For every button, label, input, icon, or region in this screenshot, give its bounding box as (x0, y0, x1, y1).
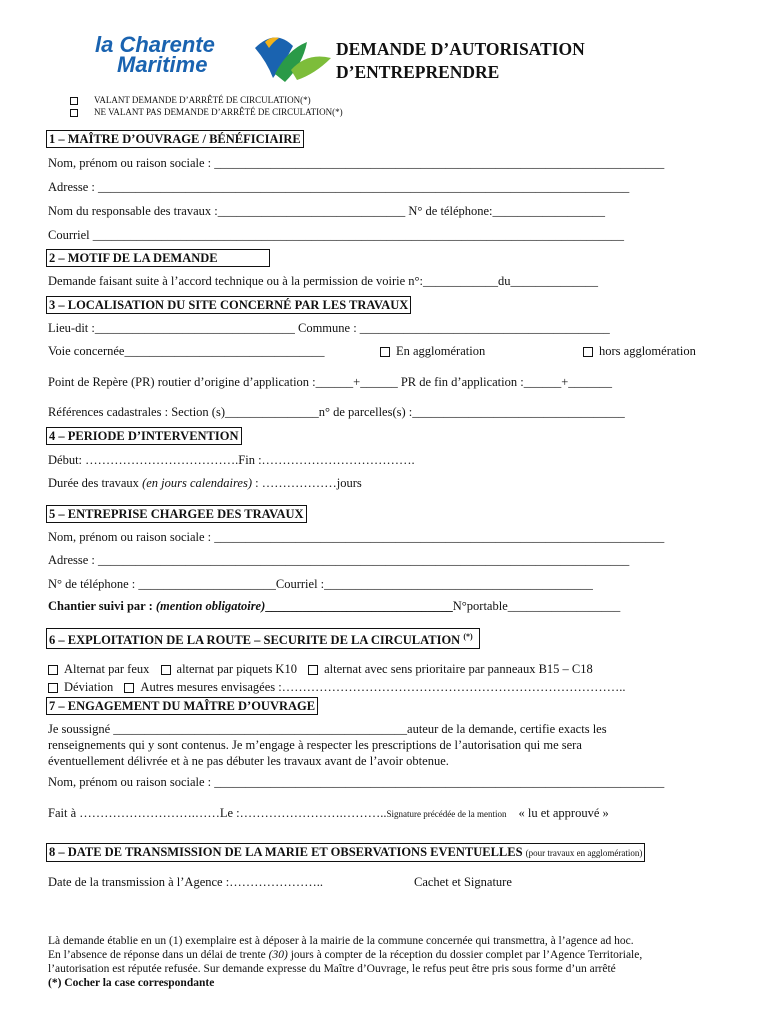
checkbox-ne-valant[interactable] (70, 109, 78, 117)
s5-adresse-field[interactable]: Adresse : _____________________________________________________________________________________ (48, 553, 630, 567)
s2-demande-field[interactable]: Demande faisant suite à l’accord technique ou à la permission de voirie n°:____________du______________ (48, 274, 599, 288)
title-line1: DEMANDE D’AUTORISATION (336, 39, 585, 59)
checkbox-alternat-k10[interactable] (161, 665, 171, 675)
s7-line2: renseignements qui y sont contenus. Je m’engage à respecter les prescriptions de l’autorisation qui me sera (48, 738, 582, 752)
s7-line1[interactable]: Je soussigné _______________________________________________auteur de la demande, certifie exacts les (48, 722, 607, 736)
section-4-title: 4 – PERIODE D’INTERVENTION (46, 427, 242, 445)
section-7-title: 7 – ENGAGEMENT DU MAÎTRE D’OUVRAGE (46, 697, 318, 715)
option-ne-valant: NE VALANT PAS DEMANDE D’ARRÊTÉ DE CIRCULATION(*) (70, 106, 343, 118)
s8-cachet-label: Cachet et Signature (414, 875, 512, 889)
s6-options-row1: Alternat par feux alternat par piquets K10 alternat avec sens prioritaire par panneaux B15 – C18 (48, 661, 593, 677)
logo-line1: la Charente (95, 32, 215, 57)
s1-nom-field[interactable]: Nom, prénom ou raison sociale : ________________________________________________________________________ (48, 156, 665, 170)
checkbox-deviation[interactable] (48, 683, 58, 693)
s3-pr-field[interactable]: Point de Repère (PR) routier d’origine d’application :______+______ PR de fin d’application :______+_______ (48, 375, 613, 389)
s3-agglo-option: En agglomération (380, 343, 485, 359)
s7-fait-le-field[interactable]: Fait à ……………………….……Le :…………………….………..Signature précédée de la mention « lu et approuvé » (48, 806, 609, 820)
logo (95, 28, 345, 90)
s4-duree-field[interactable]: Durée des travaux (en jours calendaires) : ………………jours (48, 476, 362, 490)
s1-responsable-field[interactable]: Nom du responsable des travaux :______________________________ N° de téléphone:__________________ (48, 204, 606, 218)
title-line2: D’ENTREPRENDRE (336, 62, 500, 82)
section-6-title: 6 – EXPLOITATION DE LA ROUTE – SECURITE DE LA CIRCULATION (*) (46, 628, 480, 649)
s6-options-row2: Déviation Autres mesures envisagées :……………………………………………………………………….. (48, 679, 625, 695)
section-5-title: 5 – ENTREPRISE CHARGEE DES TRAVAUX (46, 505, 307, 523)
logo-line2: Maritime (117, 52, 208, 77)
s1-adresse-field[interactable]: Adresse : _____________________________________________________________________________________ (48, 180, 630, 194)
section-8-title: 8 – DATE DE TRANSMISSION DE LA MARIE ET OBSERVATIONS EVENTUELLES (pour travaux en agglomération) (46, 843, 645, 862)
checkbox-hors-agglo[interactable] (583, 347, 593, 357)
birds-logo-icon (245, 28, 345, 90)
section-2-title: 2 – MOTIF DE LA DEMANDE (46, 249, 270, 267)
s3-hors-option: hors agglomération (583, 343, 696, 359)
document-title (336, 38, 696, 84)
s5-chantier-field[interactable]: Chantier suivi par : (mention obligatoire)______________________________N°portable__________________ (48, 599, 621, 613)
checkbox-valant[interactable] (70, 97, 78, 105)
checkbox-alternat-panneaux[interactable] (308, 665, 318, 675)
s5-nom-field[interactable]: Nom, prénom ou raison sociale : ________________________________________________________________________ (48, 530, 665, 544)
checkbox-autres[interactable] (124, 683, 134, 693)
section-1-title: 1 – MAÎTRE D’OUVRAGE / BÉNÉFICIAIRE (46, 130, 304, 148)
s5-tel-field[interactable]: N° de téléphone : ______________________Courriel :___________________________________________ (48, 577, 593, 591)
checkbox-alternat-feux[interactable] (48, 665, 58, 675)
s7-line3: éventuellement délivrée et à ne pas débuter les travaux avant de l’avoir obtenue. (48, 754, 449, 768)
s1-courriel-field[interactable]: Courriel _____________________________________________________________________________________ (48, 228, 625, 242)
s7-nom-field[interactable]: Nom, prénom ou raison sociale : ________________________________________________________________________ (48, 775, 665, 789)
footer-line1: Là demande établie en un (1) exemplaire est à déposer à la mairie de la commune concernée qui transmettra, à l’agence ad hoc. (48, 935, 634, 947)
s3-voie-field[interactable]: Voie concernée________________________________ (48, 344, 325, 358)
s8-date-field[interactable]: Date de la transmission à l’Agence :………………….. (48, 875, 323, 889)
option-valant: VALANT DEMANDE D’ARRÊTÉ DE CIRCULATION(*) (70, 94, 343, 106)
footer-line3: l’autorisation est réputée refusée. Sur demande expresse du Maître d’Ouvrage, le refus peut être pris sous forme d’un arrêté (48, 963, 616, 975)
s3-ref-field[interactable]: Références cadastrales : Section (s)_______________n° de parcelles(s) :__________________________________ (48, 405, 625, 419)
section-3-title: 3 – LOCALISATION DU SITE CONCERNÉ PAR LES TRAVAUX (46, 296, 411, 314)
s4-debut-fin-field[interactable]: Début: ……………………………….Fin :………………………………. (48, 453, 415, 467)
circulation-options (70, 94, 343, 118)
s3-lieu-field[interactable]: Lieu-dit :________________________________ Commune : ________________________________________ (48, 321, 610, 335)
footer-note: (*) Cocher la case correspondante (48, 977, 215, 989)
checkbox-agglo[interactable] (380, 347, 390, 357)
footer-line2: En l’absence de réponse dans un délai de trente (30) jours à compter de la réception du dossier complet par l’Agence Territoriale, (48, 949, 643, 961)
